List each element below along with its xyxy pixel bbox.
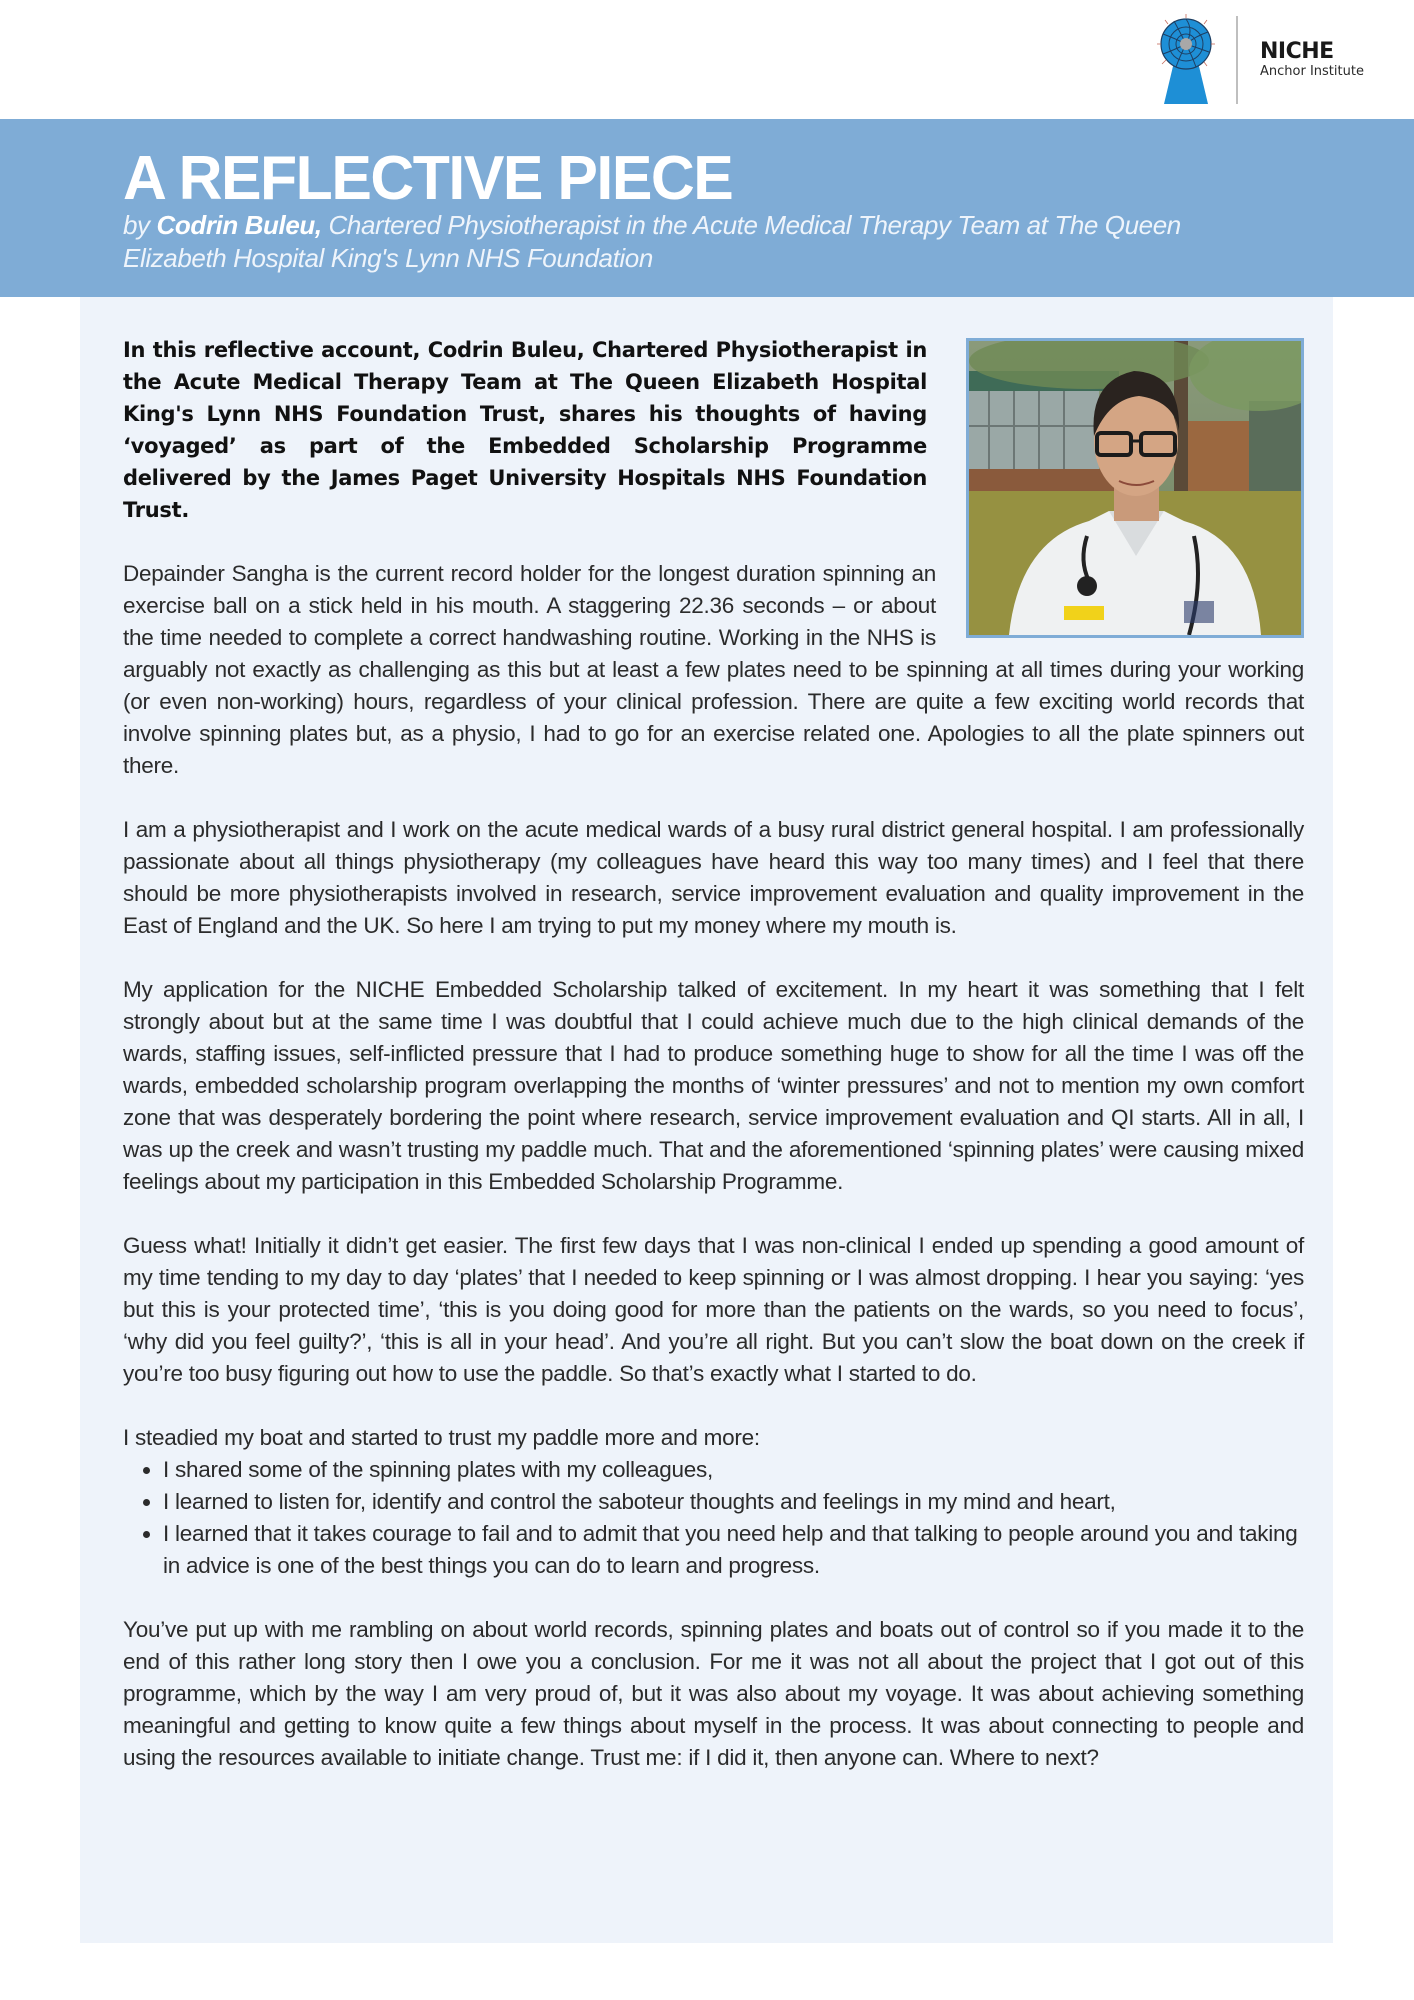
paragraph-conclusion: You’ve put up with me rambling on about world records, spinning plates and boats out of control so if you made it to the end of this rather long story then I owe you a conclusion. For me it was not all about the project that I got out of this programme, which by the way I am very proud of, but it was also about my voyage. It was about achieving something meaningful and getting to know quite a few things about myself in the process. It was about connecting to people and using the resources available to initiate change. Trust me: if I did it, then anyone can. Where to next? — [123, 1617, 1304, 1770]
list-item: • I learned to listen for, identify and control the saboteur thoughts and feelings in my mind and heart, — [163, 1486, 1304, 1518]
lessons-list — [123, 1454, 1304, 1582]
list-intro: I steadied my boat and started to trust my paddle more and more: — [123, 1425, 760, 1450]
paragraph-application: My application for the NICHE Embedded Scholarship talked of excitement. In my heart it was something that I felt strongly about but at the same time I was doubtful that I could achieve much due to the high clinical demands of the wards, staffing issues, self-inflicted pressure that I had to produce something huge to show for all the time I was off the wards, embedded scholarship program overlapping the months of ‘winter pressures’ and not to mention my own comfort zone that was desperately bordering the point where research, service improvement evaluation and QI starts. All in all, I was up the creek and wasn’t trusting my paddle much. That and the aforementioned ‘spinning plates’ were causing mixed feelings about my participation in this Embedded Scholarship Programme. — [123, 977, 1304, 1194]
author-photo — [966, 338, 1304, 638]
paragraph-guess-what: Guess what! Initially it didn’t get easier. The first few days that I was non-clinical I ended up spending a good amount of my time tending to my day to day ‘plates’ that I needed to keep spinning or I was almost dropping. I hear you saying: ‘yes but this is your protected time’, ‘this is you doing good for more than the patients on the wards, so you need to focus’, ‘why did you feel guilty?’, ‘this is all in your head’. And you’re all right. But you can’t slow the boat down on the creek if you’re too busy figuring out how to use the paddle. So that’s exactly what I started to do. — [123, 1233, 1304, 1386]
logo-name: NICHE — [1260, 39, 1334, 64]
intro-paragraph: In this reflective account, Codrin Buleu, Chartered Physiotherapist in the Acute Medical Therapy Team at The Queen Elizabeth Hospital King's Lynn NHS Foundation Trust, shares his thoughts of having ‘voyaged’ as part of the Embedded Scholarship Programme delivered by the James Paget University Hospitals NHS Foundation Trust. — [123, 338, 927, 522]
niche-logo — [1156, 14, 1364, 106]
author-name: Codrin Buleu, — [156, 210, 322, 240]
byline — [123, 209, 1243, 275]
logo-divider — [1236, 16, 1238, 104]
paragraph-world-record: Depainder Sangha is the current record holder for the longest duration spinning an exercise ball on a stick held in his mouth. A staggering 22.36 seconds – or about the time needed to complete a correct handwashing routine. Working in the NHS is arguably not exactly as challenging as this but at least a few plates need to be spinning at all times during your working (or even non-working) hours, regardless of your clinical profession. There are quite a few exciting world records that involve spinning plates but, as a physio, I had to go for an exercise related one. Apologies to all the plate spinners out there. — [123, 561, 1304, 778]
list-item: • I shared some of the spinning plates with my colleagues, — [163, 1454, 1304, 1486]
author-role: Chartered Physiotherapist in the Acute Medical Therapy Team at The Queen Elizabeth Hospital King's Lynn NHS Foundation — [123, 210, 1181, 273]
logo-subtitle: Anchor Institute — [1260, 64, 1364, 79]
byline-prefix: by — [123, 210, 157, 240]
page-title: A REFLECTIVE PIECE — [123, 144, 733, 213]
portrait-image — [969, 341, 1301, 635]
list-item: • I learned that it takes courage to fail and to admit that you need help and that talking to people around you and taking in advice is one of the best things you can do to learn and progress. — [163, 1518, 1304, 1582]
article-body — [123, 334, 1304, 1806]
keyhole-wheel-icon — [1156, 14, 1216, 106]
paragraph-physiotherapist: I am a physiotherapist and I work on the acute medical wards of a busy rural district general hospital. I am professionally passionate about all things physiotherapy (my colleagues have heard this way too many times) and I feel that there should be more physiotherapists involved in research, service improvement evaluation and quality improvement in the East of England and the UK. So here I am trying to put my money where my mouth is. — [123, 817, 1304, 938]
